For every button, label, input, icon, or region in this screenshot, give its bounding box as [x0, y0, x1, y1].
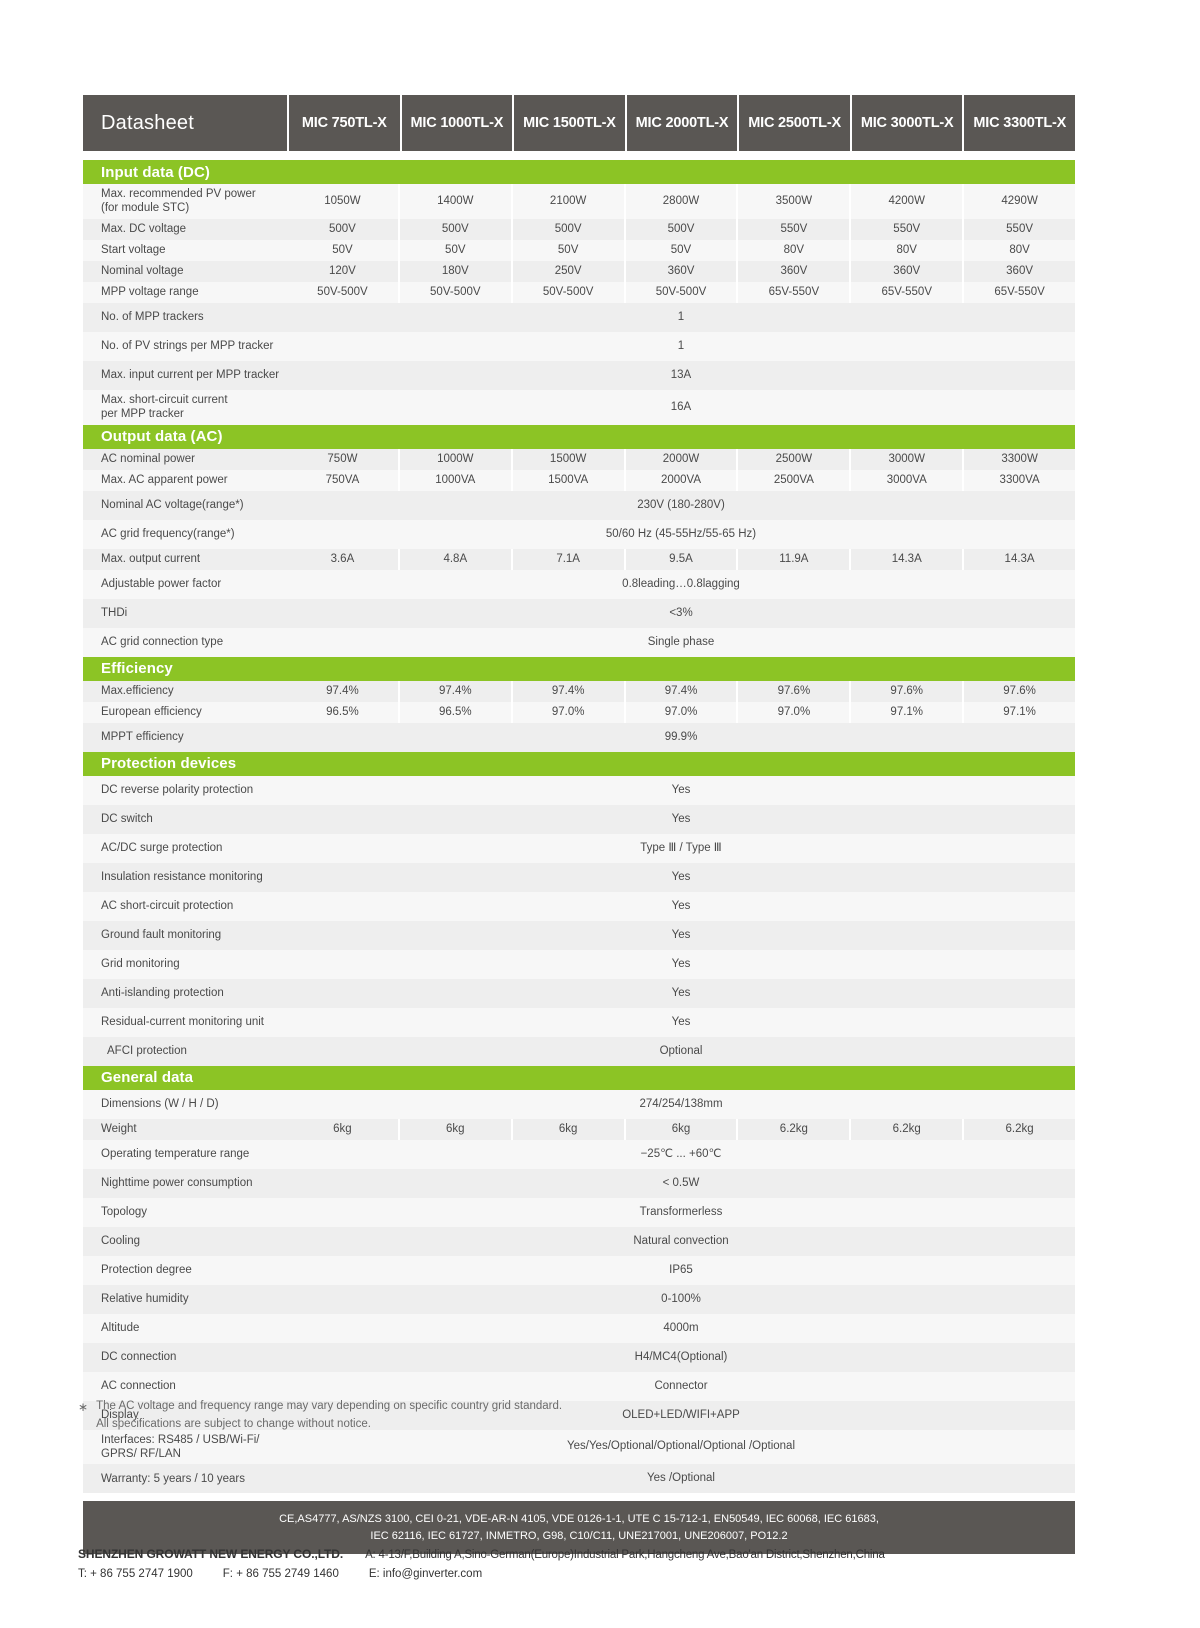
- row-value-3: 1500VA: [513, 470, 624, 491]
- row-label: Nominal voltage: [83, 261, 287, 282]
- row-values: [287, 390, 1075, 425]
- sections-container: [83, 160, 1075, 1493]
- row-label: Ground fault monitoring: [83, 921, 287, 950]
- company-tel: T: + 86 755 2747 1900: [78, 1568, 193, 1580]
- row-values: [287, 805, 1075, 834]
- row-label: DC switch: [83, 805, 287, 834]
- row-value-span: Optional: [287, 1037, 1075, 1066]
- table-row: [83, 805, 1075, 834]
- company-name: SHENZHEN GROWATT NEW ENERGY CO.,LTD.: [78, 1547, 344, 1561]
- row-label: Protection degree: [83, 1256, 287, 1285]
- row-value-7: 360V: [964, 261, 1075, 282]
- footnote-line-2: All specifications are subject to change without notice.: [96, 1417, 371, 1430]
- row-values: [287, 1198, 1075, 1227]
- row-value-5: 80V: [738, 240, 849, 261]
- row-value-4: 2000VA: [626, 470, 737, 491]
- row-value-span: 274/254/138mm: [287, 1090, 1075, 1119]
- table-row: [83, 449, 1075, 470]
- row-value-span: Yes: [287, 805, 1075, 834]
- datasheet-table: [83, 95, 1075, 1554]
- table-row: [83, 1372, 1075, 1401]
- row-value-span: 0.8leading…0.8lagging: [287, 570, 1075, 599]
- row-values: [287, 702, 1075, 723]
- table-header: [83, 95, 1075, 151]
- row-label: AC/DC surge protection: [83, 834, 287, 863]
- row-values: [287, 1256, 1075, 1285]
- table-row: [83, 1343, 1075, 1372]
- row-value-5: 2500VA: [738, 470, 849, 491]
- row-values: [287, 1090, 1075, 1119]
- row-label: Adjustable power factor: [83, 570, 287, 599]
- row-value-2: 4.8A: [400, 549, 511, 570]
- table-row: [83, 332, 1075, 361]
- table-row: [83, 921, 1075, 950]
- row-label: Insulation resistance monitoring: [83, 863, 287, 892]
- row-value-span: 4000m: [287, 1314, 1075, 1343]
- row-value-span: Yes: [287, 950, 1075, 979]
- table-row: [83, 1119, 1075, 1140]
- row-label: Warranty: 5 years / 10 years: [83, 1464, 287, 1493]
- row-value-span: IP65: [287, 1256, 1075, 1285]
- row-values: [287, 282, 1075, 303]
- row-values: [287, 1430, 1075, 1465]
- row-label: Anti-islanding protection: [83, 979, 287, 1008]
- row-value-7: 97.1%: [964, 702, 1075, 723]
- row-label: Relative humidity: [83, 1285, 287, 1314]
- row-values: [287, 1343, 1075, 1372]
- row-values: [287, 723, 1075, 752]
- row-value-2: 1400W: [400, 184, 511, 219]
- model-header-7: MIC 3300TL-X: [964, 95, 1075, 151]
- table-row: [83, 184, 1075, 219]
- row-label: European efficiency: [83, 702, 287, 723]
- row-label: Cooling: [83, 1227, 287, 1256]
- row-value-5: 65V-550V: [738, 282, 849, 303]
- row-values: [287, 520, 1075, 549]
- table-row: [83, 549, 1075, 570]
- row-values: [287, 570, 1075, 599]
- table-row: [83, 1037, 1075, 1066]
- section-header-2: Output data (AC): [83, 425, 1075, 449]
- company-footer-line-1: [78, 1547, 1128, 1561]
- table-row: [83, 240, 1075, 261]
- table-row: [83, 776, 1075, 805]
- row-value-1: 97.4%: [287, 681, 398, 702]
- row-value-3: 50V: [513, 240, 624, 261]
- table-row: [83, 1008, 1075, 1037]
- row-value-2: 97.4%: [400, 681, 511, 702]
- row-values: [287, 1227, 1075, 1256]
- table-row: [83, 1256, 1075, 1285]
- section-header-1: Input data (DC): [83, 160, 1075, 184]
- row-values: [287, 361, 1075, 390]
- section-header-3: Efficiency: [83, 657, 1075, 681]
- table-row: [83, 723, 1075, 752]
- row-value-2: 50V: [400, 240, 511, 261]
- table-row: [83, 1464, 1075, 1493]
- row-value-span: 230V (180-280V): [287, 491, 1075, 520]
- row-label: Max. recommended PV power (for module STC): [83, 184, 287, 219]
- row-value-span: Yes /Optional: [287, 1464, 1075, 1493]
- table-row: [83, 834, 1075, 863]
- footnote-line-1: The AC voltage and frequency range may vary depending on specific country grid standard.: [96, 1400, 563, 1412]
- row-label: AC grid frequency(range*): [83, 520, 287, 549]
- row-label: Max. short-circuit current per MPP tracker: [83, 390, 287, 425]
- row-label: Max. AC apparent power: [83, 470, 287, 491]
- row-value-7: 14.3A: [964, 549, 1075, 570]
- row-label: AC nominal power: [83, 449, 287, 470]
- row-values: [287, 863, 1075, 892]
- row-label: DC reverse polarity protection: [83, 776, 287, 805]
- row-value-span: H4/MC4(Optional): [287, 1343, 1075, 1372]
- row-values: [287, 470, 1075, 491]
- table-row: [83, 1227, 1075, 1256]
- row-values: [287, 1169, 1075, 1198]
- row-value-span: 99.9%: [287, 723, 1075, 752]
- row-value-span: 0-100%: [287, 1285, 1075, 1314]
- row-value-1: 6kg: [287, 1119, 398, 1140]
- row-value-6: 97.1%: [851, 702, 962, 723]
- row-value-6: 6.2kg: [851, 1119, 962, 1140]
- row-value-4: 50V-500V: [626, 282, 737, 303]
- row-value-4: 2800W: [626, 184, 737, 219]
- row-label: AC connection: [83, 1372, 287, 1401]
- row-value-span: 1: [287, 332, 1075, 361]
- row-value-5: 97.0%: [738, 702, 849, 723]
- row-label: Max.efficiency: [83, 681, 287, 702]
- row-values: [287, 1119, 1075, 1140]
- row-value-span: 13A: [287, 361, 1075, 390]
- row-label: Grid monitoring: [83, 950, 287, 979]
- row-value-span: Yes: [287, 776, 1075, 805]
- row-label: Altitude: [83, 1314, 287, 1343]
- row-values: [287, 1008, 1075, 1037]
- row-value-span: OLED+LED/WIFI+APP: [287, 1401, 1075, 1430]
- row-label: Max. input current per MPP tracker: [83, 361, 287, 390]
- row-value-span: 1: [287, 303, 1075, 332]
- row-values: [287, 549, 1075, 570]
- company-email: E: info@ginverter.com: [368, 1568, 483, 1580]
- footnote: [78, 1398, 978, 1434]
- row-value-5: 3500W: [738, 184, 849, 219]
- row-value-3: 97.0%: [513, 702, 624, 723]
- row-values: [287, 449, 1075, 470]
- row-value-span: Single phase: [287, 628, 1075, 657]
- row-values: [287, 261, 1075, 282]
- model-header-5: MIC 2500TL-X: [739, 95, 850, 151]
- row-values: [287, 219, 1075, 240]
- row-value-7: 3300W: [964, 449, 1075, 470]
- model-header-1: MIC 750TL-X: [289, 95, 400, 151]
- row-label: No. of MPP trackers: [83, 303, 287, 332]
- row-value-4: 500V: [626, 219, 737, 240]
- table-row: [83, 1090, 1075, 1119]
- table-row: [83, 1314, 1075, 1343]
- row-value-7: 97.6%: [964, 681, 1075, 702]
- row-value-span: <3%: [287, 599, 1075, 628]
- table-row: [83, 702, 1075, 723]
- row-value-2: 180V: [400, 261, 511, 282]
- row-values: [287, 332, 1075, 361]
- row-value-1: 500V: [287, 219, 398, 240]
- datasheet-title: Datasheet: [83, 95, 287, 151]
- row-values: [287, 979, 1075, 1008]
- row-value-span: Yes: [287, 892, 1075, 921]
- row-value-3: 50V-500V: [513, 282, 624, 303]
- row-value-4: 2000W: [626, 449, 737, 470]
- table-row: [83, 303, 1075, 332]
- row-value-5: 6.2kg: [738, 1119, 849, 1140]
- row-values: [287, 1037, 1075, 1066]
- row-value-4: 97.4%: [626, 681, 737, 702]
- row-value-3: 250V: [513, 261, 624, 282]
- footnote-marker: ∗: [78, 1400, 89, 1414]
- row-value-6: 14.3A: [851, 549, 962, 570]
- row-value-1: 120V: [287, 261, 398, 282]
- row-value-1: 96.5%: [287, 702, 398, 723]
- row-label: Max. output current: [83, 549, 287, 570]
- row-label: AC grid connection type: [83, 628, 287, 657]
- row-value-3: 7.1A: [513, 549, 624, 570]
- table-row: [83, 570, 1075, 599]
- table-row: [83, 1140, 1075, 1169]
- row-value-3: 1500W: [513, 449, 624, 470]
- row-value-4: 50V: [626, 240, 737, 261]
- row-value-6: 360V: [851, 261, 962, 282]
- row-value-3: 500V: [513, 219, 624, 240]
- row-value-1: 3.6A: [287, 549, 398, 570]
- table-row: [83, 863, 1075, 892]
- row-value-6: 4200W: [851, 184, 962, 219]
- row-values: [287, 950, 1075, 979]
- model-header-4: MIC 2000TL-X: [627, 95, 738, 151]
- row-values: [287, 1285, 1075, 1314]
- row-value-1: 50V-500V: [287, 282, 398, 303]
- row-value-6: 3000W: [851, 449, 962, 470]
- row-values: [287, 1140, 1075, 1169]
- row-value-6: 3000VA: [851, 470, 962, 491]
- table-row: [83, 979, 1075, 1008]
- company-address: A: 4-13/F,Building A,Sino-German(Europe)Industrial Park,Hangcheng Ave,Bao'an District,Shenzhen,China: [365, 1549, 885, 1561]
- table-row: [83, 628, 1075, 657]
- row-value-5: 11.9A: [738, 549, 849, 570]
- row-value-7: 4290W: [964, 184, 1075, 219]
- row-value-1: 1050W: [287, 184, 398, 219]
- row-values: [287, 834, 1075, 863]
- row-value-7: 65V-550V: [964, 282, 1075, 303]
- certifications-band: CE,AS4777, AS/NZS 3100, CEI 0-21, VDE-AR-N 4105, VDE 0126-1-1, UTE C 15-712-1, EN50549, IEC 60068, IEC 61683, IEC 62116, IEC 61727, INMETRO, G98, C10/C11, UNE217001, UNE206007, PO12.2: [83, 1501, 1075, 1554]
- row-value-2: 1000W: [400, 449, 511, 470]
- header-gap: [83, 151, 1075, 160]
- row-values: [287, 184, 1075, 219]
- row-value-2: 6kg: [400, 1119, 511, 1140]
- row-label: MPPT efficiency: [83, 723, 287, 752]
- row-values: [287, 1464, 1075, 1493]
- row-values: [287, 921, 1075, 950]
- row-label: Dimensions (W / H / D): [83, 1090, 287, 1119]
- row-value-6: 550V: [851, 219, 962, 240]
- row-value-span: < 0.5W: [287, 1169, 1075, 1198]
- row-label: THDi: [83, 599, 287, 628]
- table-row: [83, 1430, 1075, 1465]
- table-row: [83, 282, 1075, 303]
- company-footer-line-2: [78, 1568, 1128, 1580]
- row-value-3: 97.4%: [513, 681, 624, 702]
- row-values: [287, 1372, 1075, 1401]
- row-label: Nominal AC voltage(range*): [83, 491, 287, 520]
- row-values: [287, 776, 1075, 805]
- row-label: Topology: [83, 1198, 287, 1227]
- row-value-1: 750W: [287, 449, 398, 470]
- row-values: [287, 681, 1075, 702]
- row-label: Nighttime power consumption: [83, 1169, 287, 1198]
- model-header-2: MIC 1000TL-X: [402, 95, 513, 151]
- table-row: [83, 1169, 1075, 1198]
- row-label: MPP voltage range: [83, 282, 287, 303]
- row-value-6: 80V: [851, 240, 962, 261]
- row-value-span: Yes: [287, 863, 1075, 892]
- footnote-text: [96, 1398, 562, 1434]
- row-values: [287, 628, 1075, 657]
- table-row: [83, 390, 1075, 425]
- row-value-7: 80V: [964, 240, 1075, 261]
- row-value-3: 6kg: [513, 1119, 624, 1140]
- row-value-5: 360V: [738, 261, 849, 282]
- section-header-5: General data: [83, 1066, 1075, 1090]
- row-value-span: Natural convection: [287, 1227, 1075, 1256]
- row-label: Operating temperature range: [83, 1140, 287, 1169]
- row-value-5: 2500W: [738, 449, 849, 470]
- table-row: [83, 361, 1075, 390]
- row-value-span: 50/60 Hz (45-55Hz/55-65 Hz): [287, 520, 1075, 549]
- row-value-6: 65V-550V: [851, 282, 962, 303]
- row-value-7: 3300VA: [964, 470, 1075, 491]
- row-value-4: 6kg: [626, 1119, 737, 1140]
- row-value-2: 96.5%: [400, 702, 511, 723]
- section-header-4: Protection devices: [83, 752, 1075, 776]
- row-value-span: Yes: [287, 921, 1075, 950]
- row-value-7: 6.2kg: [964, 1119, 1075, 1140]
- table-row: [83, 1198, 1075, 1227]
- row-value-span: Transformerless: [287, 1198, 1075, 1227]
- row-label: Start voltage: [83, 240, 287, 261]
- table-row: [83, 892, 1075, 921]
- row-value-4: 97.0%: [626, 702, 737, 723]
- table-row: [83, 1285, 1075, 1314]
- row-label: Residual-current monitoring unit: [83, 1008, 287, 1037]
- row-value-1: 750VA: [287, 470, 398, 491]
- row-values: [287, 491, 1075, 520]
- row-value-span: −25℃ ... +60℃: [287, 1140, 1075, 1169]
- row-value-7: 550V: [964, 219, 1075, 240]
- row-label: No. of PV strings per MPP tracker: [83, 332, 287, 361]
- table-row: [83, 950, 1075, 979]
- row-label: Weight: [83, 1119, 287, 1140]
- row-value-span: Yes/Yes/Optional/Optional/Optional /Optional: [287, 1430, 1075, 1465]
- row-label: DC connection: [83, 1343, 287, 1372]
- row-value-5: 97.6%: [738, 681, 849, 702]
- row-label: Max. DC voltage: [83, 219, 287, 240]
- table-row: [83, 681, 1075, 702]
- row-value-span: Yes: [287, 1008, 1075, 1037]
- table-row: [83, 491, 1075, 520]
- row-value-6: 97.6%: [851, 681, 962, 702]
- row-values: [287, 892, 1075, 921]
- row-value-5: 550V: [738, 219, 849, 240]
- row-value-span: Type Ⅲ / Type Ⅲ: [287, 834, 1075, 863]
- table-row: [83, 470, 1075, 491]
- row-value-2: 50V-500V: [400, 282, 511, 303]
- row-value-1: 50V: [287, 240, 398, 261]
- row-value-4: 360V: [626, 261, 737, 282]
- row-values: [287, 599, 1075, 628]
- table-row: [83, 261, 1075, 282]
- row-label: Display: [83, 1401, 287, 1430]
- row-value-2: 500V: [400, 219, 511, 240]
- row-values: [287, 240, 1075, 261]
- row-values: [287, 1314, 1075, 1343]
- model-header-group: [289, 95, 1075, 151]
- row-value-4: 9.5A: [626, 549, 737, 570]
- model-header-3: MIC 1500TL-X: [514, 95, 625, 151]
- row-value-3: 2100W: [513, 184, 624, 219]
- row-label: AC short-circuit protection: [83, 892, 287, 921]
- table-row: [83, 520, 1075, 549]
- company-footer: [78, 1547, 1128, 1580]
- table-row: [83, 599, 1075, 628]
- row-value-2: 1000VA: [400, 470, 511, 491]
- row-value-span: Connector: [287, 1372, 1075, 1401]
- row-label: AFCI protection: [83, 1037, 287, 1066]
- company-fax: F: + 86 755 2749 1460: [222, 1568, 339, 1580]
- row-values: [287, 303, 1075, 332]
- row-value-span: 16A: [287, 390, 1075, 425]
- row-label: Interfaces: RS485 / USB/Wi-Fi/ GPRS/ RF/LAN: [83, 1430, 287, 1465]
- row-value-span: Yes: [287, 979, 1075, 1008]
- model-header-6: MIC 3000TL-X: [852, 95, 963, 151]
- table-row: [83, 219, 1075, 240]
